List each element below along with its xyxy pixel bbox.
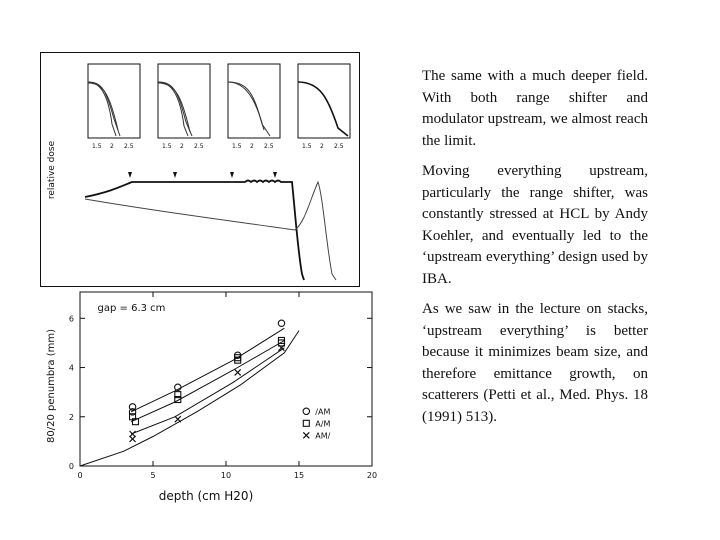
- inset-tick-label: 1.5: [232, 143, 242, 150]
- data-point: [130, 436, 136, 442]
- y-tick-label: 2: [68, 412, 74, 422]
- inset-tick-label: 2.5: [264, 143, 274, 150]
- inset-tick-label: 2: [250, 143, 254, 150]
- position-arrows: [128, 172, 277, 178]
- fit-curve: [131, 348, 284, 434]
- inset-panel-1: [88, 64, 140, 150]
- arrow-4: [273, 172, 277, 178]
- arrow-1: [128, 172, 132, 178]
- inset-panel-4: [298, 64, 350, 150]
- y-tick-label: 4: [68, 363, 74, 373]
- x-tick-label: 15: [293, 471, 305, 480]
- paragraph-3: As we saw in the lecture on stacks, ‘upstream everything’ is better because it minimizes beam size, and therefore emittance growth, on scatterers (Petti et al., Med. Phys. 18 (1991) 513).: [422, 301, 648, 425]
- inset-tick-label: 2: [180, 143, 184, 150]
- legend-marker: [303, 420, 309, 426]
- x-tick-label: 20: [366, 471, 378, 480]
- x-axis-label: depth (cm H20): [158, 489, 254, 503]
- x-tick-label: 0: [77, 471, 83, 480]
- inset-panel-3: [228, 64, 280, 150]
- paragraph-2: Moving everything upstream, particularly the range shifter, was constantly stressed at HCL by Andy Koehler, and eventually led to the ‘upstream everything’ design used by IBA.: [422, 163, 648, 287]
- inset-tick-label: 2: [320, 143, 324, 150]
- inset-tick-label: 1.5: [92, 143, 102, 150]
- inset-tick-label: 2.5: [334, 143, 344, 150]
- y-tick-label: 0: [68, 462, 74, 471]
- pristine-peak-curve: [85, 182, 336, 280]
- data-point: [175, 416, 181, 422]
- y-axis-label: relative dose: [47, 140, 57, 200]
- x-tick-label: 5: [150, 471, 156, 480]
- arrow-2: [173, 172, 177, 178]
- inset-tick-label: 2.5: [194, 143, 204, 150]
- legend-label: A/M: [315, 419, 331, 429]
- depth-dose-figure: [40, 52, 360, 287]
- inset-tick-label: 2.5: [124, 143, 134, 150]
- paragraph-1: The same with a much deeper field. With both range shifter and modulator upstream, we almost reach the limit.: [422, 68, 648, 149]
- y-tick-label: 6: [68, 314, 74, 324]
- legend-label: AM/: [315, 431, 331, 441]
- inset-tick-label: 2: [110, 143, 114, 150]
- legend-marker: [303, 432, 309, 438]
- inset-tick-label: 1.5: [162, 143, 172, 150]
- sobp-dose-curve: [85, 181, 304, 281]
- gap-annotation: gap = 6.3 cm: [97, 302, 166, 314]
- inset-panel-2: [158, 64, 210, 150]
- y-axis-label: 80/20 penumbra (mm): [46, 329, 57, 443]
- arrow-3: [230, 172, 234, 178]
- data-point: [278, 320, 284, 326]
- x-tick-label: 10: [220, 471, 232, 480]
- legend-marker: [303, 408, 309, 414]
- text-panel: [422, 66, 648, 437]
- inset-1-tick-labels: [92, 143, 134, 150]
- inset-tick-label: 1.5: [302, 143, 312, 150]
- fit-curve: [131, 341, 284, 422]
- legend-label: /AM: [315, 407, 331, 417]
- penumbra-chart: [40, 288, 380, 510]
- data-point: [235, 369, 241, 375]
